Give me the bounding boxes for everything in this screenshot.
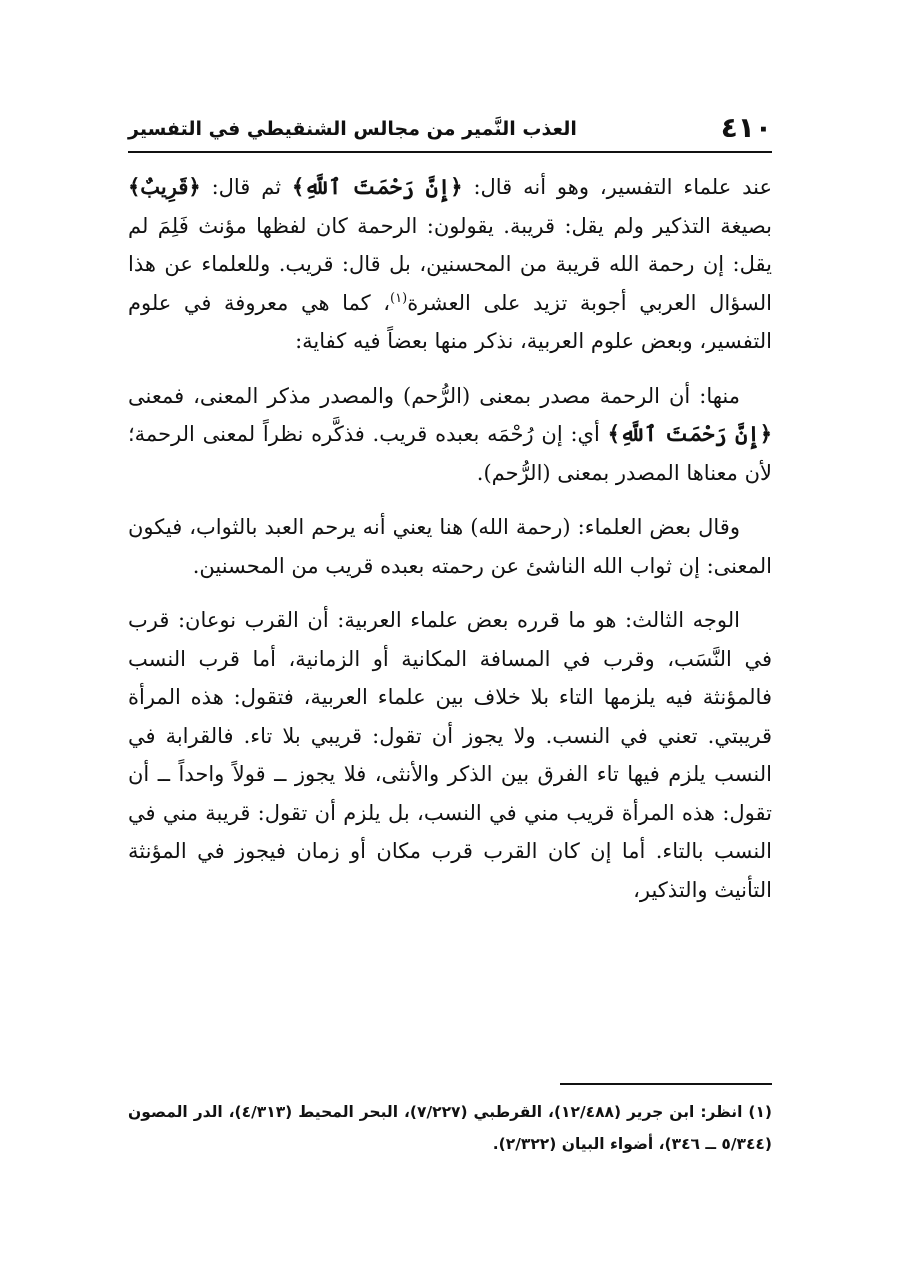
paragraph-4: الوجه الثالث: هو ما قرره بعض علماء العربية: أن القرب نوعان: قرب في النَّسَب، وقرب في المسافة المكانية أو الزمانية، أما قرب النسب فالمؤنثة فيه يلزمها التاء بلا خلاف بين علماء العربية، فتقول: هذه المرأة قريبتي. تعني في النسب. ولا يجوز أن تقول: قريبي بلا تاء. فالقرابة في النسب يلزم فيها تاء الفرق بين الذكر والأنثى، فلا يجوز ــ قولاً واحداً ــ أن تقول: هذه المرأة قريب مني في النسب، بل يلزم أن تقول: قريبة مني في النسب بالتاء. أما إن كان القرب قرب مكان أو زمان فيجوز في المؤنثة التأنيث والتذكير، [128, 608, 772, 902]
paragraph-2 [128, 377, 772, 493]
page-header [128, 108, 772, 152]
quran-quote: ﴿قَرِيبٌ﴾ [128, 174, 201, 199]
main-text [128, 168, 772, 909]
paragraph-2-text-a: منها: أن الرحمة مصدر بمعنى (الرُّحم) والمصدر مذكر المعنى، فمعنى [128, 383, 740, 408]
paragraph-3: وقال بعض العلماء: (رحمة الله) هنا يعني أنه يرحم العبد بالثواب، فيكون المعنى: إن ثواب الله الناشئ عن رحمته بعبده قريب من المحسنين. [128, 515, 772, 578]
quran-quote: ﴿إِنَّ رَحْمَتَ ٱللَّهِ﴾ [291, 174, 463, 199]
paragraph-1 [128, 168, 772, 361]
footnote-1: (١) انظر: ابن جرير (١٢/٤٨٨)، القرطبي (٧/٢٢٧)، البحر المحيط (٤/٣١٣)، الدر المصون (٥/٣٤٤ ــ ٣٤٦)، أضواء البيان (٢/٣٢٢). [128, 1103, 772, 1153]
footnote-marker[interactable]: (١) [390, 290, 408, 306]
paragraph-1-text-a: عند علماء التفسير، وهو أنه قال: [462, 175, 772, 199]
footnotes [128, 1096, 772, 1160]
paragraph-1-text-d: ، كما هي معروفة في علوم التفسير، وبعض علوم العربية، نذكر منها بعضاً فيه كفاية: [128, 290, 772, 353]
footnote-divider [560, 1083, 772, 1085]
quran-quote: ﴿إِنَّ رَحْمَتَ ٱللَّهِ﴾ [607, 421, 772, 446]
running-title: العذب النَّمير من مجالس الشنقيطي في التفسير [128, 118, 577, 140]
paragraph-1-text-b: ثم قال: [200, 175, 292, 199]
page-number: ٤١٠ [720, 111, 772, 144]
paragraph-2-text-b: أي: إن رُحْمَه بعبده قريب. فذكَّره نظراً لمعنى الرحمة؛ لأن معناها المصدر بمعنى (الرُّحم). [128, 422, 772, 485]
header-divider [128, 151, 772, 153]
paragraph-1-text-c: بصيغة التذكير ولم يقل: قريبة. يقولون: الرحمة كان لفظها مؤنث فَلِمَ لم يقل: إن رحمة الله قريبة من المحسنين، بل قال: قريب. وللعلماء عن هذا السؤال العربي أجوبة تزيد على العشرة [128, 213, 772, 315]
